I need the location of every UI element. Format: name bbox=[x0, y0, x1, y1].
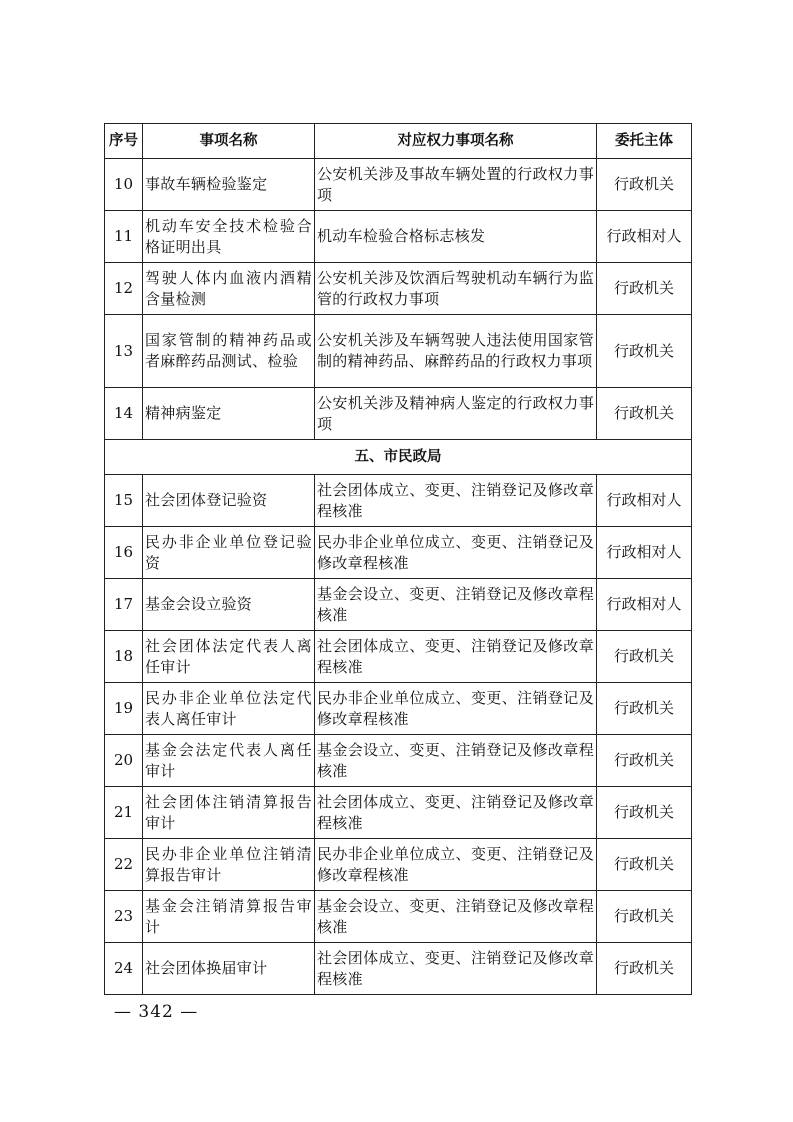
entrusted-entity: 行政机关 bbox=[597, 388, 692, 440]
table-row bbox=[105, 263, 692, 315]
entrusted-entity: 行政机关 bbox=[597, 839, 692, 891]
item-name: 民办非企业单位法定代表人离任审计 bbox=[143, 683, 315, 735]
power-name: 公安机关涉及事故车辆处置的行政权力事项 bbox=[315, 159, 597, 211]
row-number: 15 bbox=[105, 475, 143, 527]
header-power: 对应权力事项名称 bbox=[315, 124, 597, 159]
row-number: 22 bbox=[105, 839, 143, 891]
power-name: 社会团体成立、变更、注销登记及修改章程核准 bbox=[315, 787, 597, 839]
power-name: 公安机关涉及车辆驾驶人违法使用国家管制的精神药品、麻醉药品的行政权力事项 bbox=[315, 315, 597, 388]
item-name: 社会团体法定代表人离任审计 bbox=[143, 631, 315, 683]
page-number: — 342 — bbox=[114, 1002, 199, 1022]
item-name: 基金会设立验资 bbox=[143, 579, 315, 631]
row-number: 16 bbox=[105, 527, 143, 579]
row-number: 13 bbox=[105, 315, 143, 388]
table-row bbox=[105, 943, 692, 995]
header-entity: 委托主体 bbox=[597, 124, 692, 159]
table-row bbox=[105, 475, 692, 527]
section-title: 五、市民政局 bbox=[105, 440, 692, 475]
items-table bbox=[104, 123, 692, 995]
row-number: 14 bbox=[105, 388, 143, 440]
row-number: 23 bbox=[105, 891, 143, 943]
header-item: 事项名称 bbox=[143, 124, 315, 159]
row-number: 10 bbox=[105, 159, 143, 211]
power-name: 社会团体成立、变更、注销登记及修改章程核准 bbox=[315, 943, 597, 995]
power-name: 民办非企业单位成立、变更、注销登记及修改章程核准 bbox=[315, 683, 597, 735]
entrusted-entity: 行政机关 bbox=[597, 787, 692, 839]
entrusted-entity: 行政相对人 bbox=[597, 527, 692, 579]
item-name: 精神病鉴定 bbox=[143, 388, 315, 440]
header-row bbox=[105, 124, 692, 159]
power-name: 公安机关涉及精神病人鉴定的行政权力事项 bbox=[315, 388, 597, 440]
header-seq: 序号 bbox=[105, 124, 143, 159]
entrusted-entity: 行政机关 bbox=[597, 263, 692, 315]
power-name: 基金会设立、变更、注销登记及修改章程核准 bbox=[315, 891, 597, 943]
item-name: 基金会法定代表人离任审计 bbox=[143, 735, 315, 787]
entrusted-entity: 行政机关 bbox=[597, 891, 692, 943]
row-number: 11 bbox=[105, 211, 143, 263]
table-row bbox=[105, 315, 692, 388]
section-row bbox=[105, 440, 692, 475]
item-name: 国家管制的精神药品或者麻醉药品测试、检验 bbox=[143, 315, 315, 388]
row-number: 17 bbox=[105, 579, 143, 631]
row-number: 19 bbox=[105, 683, 143, 735]
entrusted-entity: 行政相对人 bbox=[597, 475, 692, 527]
power-name: 机动车检验合格标志核发 bbox=[315, 211, 597, 263]
table-row bbox=[105, 631, 692, 683]
table-row bbox=[105, 839, 692, 891]
item-name: 民办非企业单位注销清算报告审计 bbox=[143, 839, 315, 891]
table-row bbox=[105, 735, 692, 787]
table-row bbox=[105, 388, 692, 440]
power-name: 公安机关涉及饮酒后驾驶机动车辆行为监管的行政权力事项 bbox=[315, 263, 597, 315]
table-row bbox=[105, 787, 692, 839]
item-name: 社会团体注销清算报告审计 bbox=[143, 787, 315, 839]
power-name: 民办非企业单位成立、变更、注销登记及修改章程核准 bbox=[315, 527, 597, 579]
entrusted-entity: 行政机关 bbox=[597, 943, 692, 995]
entrusted-entity: 行政相对人 bbox=[597, 579, 692, 631]
row-number: 18 bbox=[105, 631, 143, 683]
table-row bbox=[105, 211, 692, 263]
entrusted-entity: 行政机关 bbox=[597, 315, 692, 388]
item-name: 社会团体登记验资 bbox=[143, 475, 315, 527]
item-name: 驾驶人体内血液内酒精含量检测 bbox=[143, 263, 315, 315]
row-number: 12 bbox=[105, 263, 143, 315]
entrusted-entity: 行政机关 bbox=[597, 683, 692, 735]
item-name: 机动车安全技术检验合格证明出具 bbox=[143, 211, 315, 263]
table-row bbox=[105, 159, 692, 211]
entrusted-entity: 行政机关 bbox=[597, 631, 692, 683]
item-name: 基金会注销清算报告审计 bbox=[143, 891, 315, 943]
row-number: 21 bbox=[105, 787, 143, 839]
item-name: 事故车辆检验鉴定 bbox=[143, 159, 315, 211]
table-row bbox=[105, 891, 692, 943]
power-name: 民办非企业单位成立、变更、注销登记及修改章程核准 bbox=[315, 839, 597, 891]
power-name: 基金会设立、变更、注销登记及修改章程核准 bbox=[315, 579, 597, 631]
power-name: 社会团体成立、变更、注销登记及修改章程核准 bbox=[315, 475, 597, 527]
table-row bbox=[105, 683, 692, 735]
entrusted-entity: 行政相对人 bbox=[597, 211, 692, 263]
item-name: 民办非企业单位登记验资 bbox=[143, 527, 315, 579]
table-row bbox=[105, 527, 692, 579]
row-number: 24 bbox=[105, 943, 143, 995]
power-name: 基金会设立、变更、注销登记及修改章程核准 bbox=[315, 735, 597, 787]
item-name: 社会团体换届审计 bbox=[143, 943, 315, 995]
entrusted-entity: 行政机关 bbox=[597, 735, 692, 787]
entrusted-entity: 行政机关 bbox=[597, 159, 692, 211]
table-row bbox=[105, 579, 692, 631]
power-name: 社会团体成立、变更、注销登记及修改章程核准 bbox=[315, 631, 597, 683]
row-number: 20 bbox=[105, 735, 143, 787]
